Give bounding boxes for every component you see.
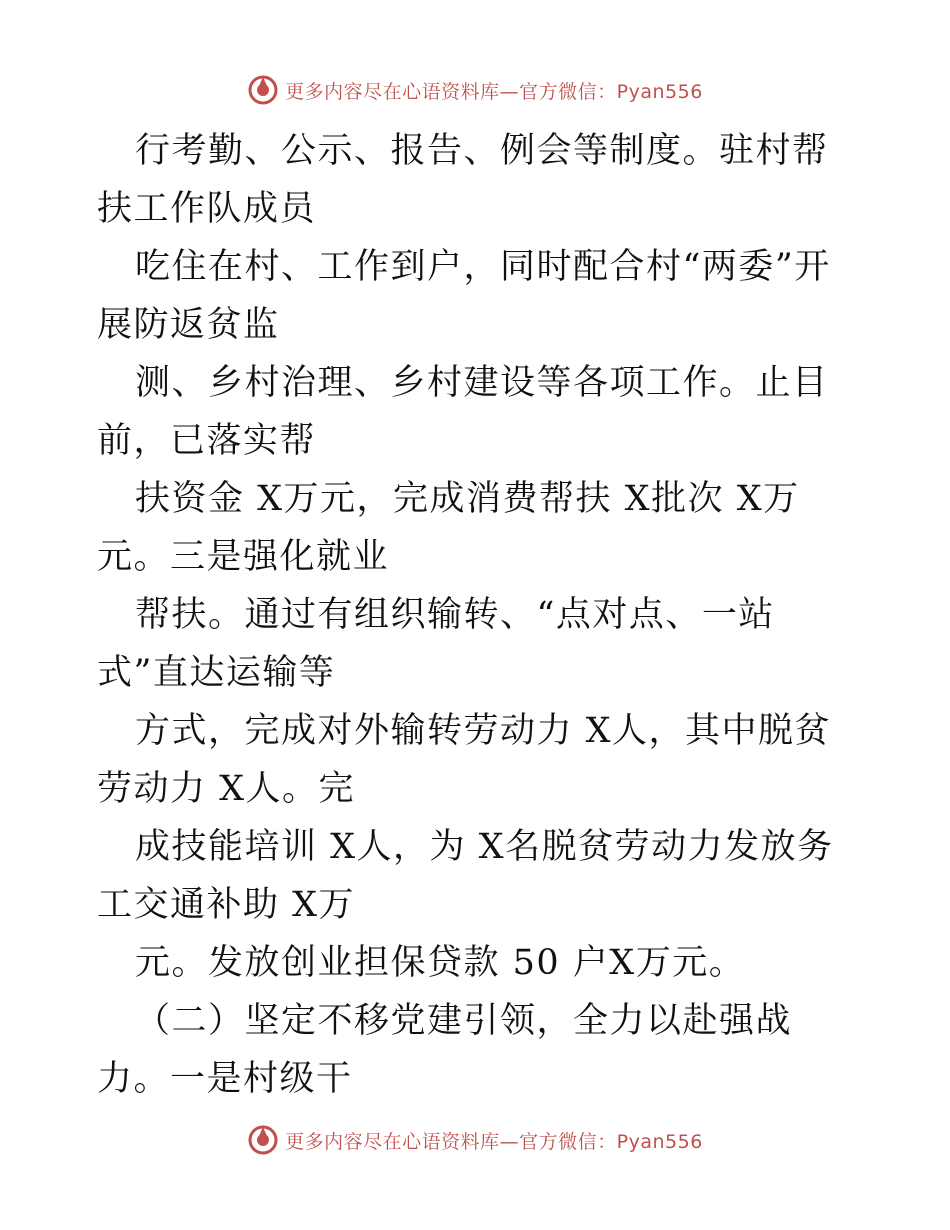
footer-banner — [0, 1120, 950, 1160]
paragraph-4: 扶资金 X万元，完成消费帮扶 X批次 X万元。三是强化就业 — [97, 479, 800, 577]
header-banner — [0, 70, 950, 110]
document-body — [97, 122, 857, 1108]
header-banner-text: 更多内容尽在心语资料库—官方微信：Pyan556 — [285, 80, 703, 103]
paragraph-5: 帮扶。通过有组织输转、“点对点、一站式”直达运输等 — [97, 595, 775, 693]
seal-logo-icon — [247, 74, 279, 106]
paragraph-6: 方式，完成对外输转劳动力 X人，其中脱贫劳动力 X人。完 — [97, 711, 832, 809]
paragraph-9: （二）坚定不移党建引领，全力以赴强战力。一是村级干 — [97, 1001, 793, 1099]
footer-banner-text: 更多内容尽在心语资料库—官方微信：Pyan556 — [285, 1130, 703, 1153]
seal-logo-icon — [247, 1124, 279, 1156]
paragraph-8: 元。发放创业担保贷款 50 户X万元。 — [135, 943, 746, 983]
paragraph-7: 成技能培训 X人，为 X名脱贫劳动力发放务工交通补助 X万 — [97, 827, 834, 925]
paragraph-2: 吃住在村、工作到户，同时配合村“两委”开展防返贫监 — [97, 247, 831, 345]
paragraph-3: 测、乡村治理、乡村建设等各项工作。止目前，已落实帮 — [97, 363, 829, 461]
paragraph-1: 行考勤、公示、报告、例会等制度。驻村帮扶工作队成员 — [97, 131, 829, 229]
